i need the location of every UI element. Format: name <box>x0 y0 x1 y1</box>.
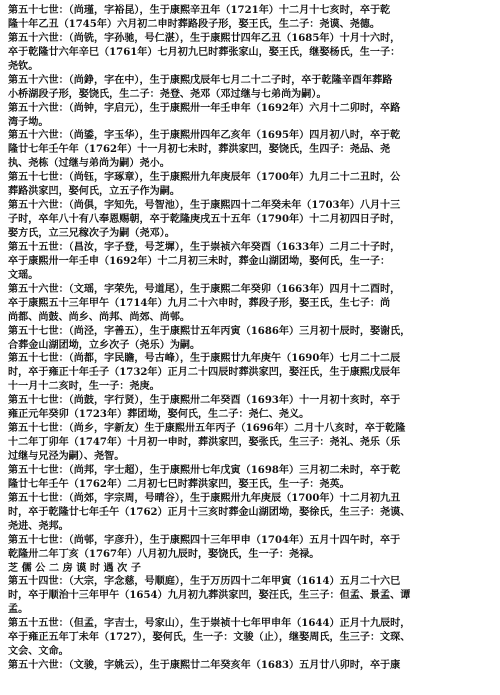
text-line: 时，卒于乾隆廿七年壬午（1762）正月十三亥时葬金山湖团坳，娶徐氏，生三子：尧谟、 <box>8 506 411 518</box>
text-line: 第五十六世：（尚铣，字孙驰，号仁湛），生于康熙廿四年乙丑（1685年）十月十六时， <box>8 32 401 44</box>
text-line: 第五十六世：（尚鋈，字玉华），生于康熙卅四年乙亥年（1695年）四月初八时，卒于乾 <box>8 130 401 142</box>
text-line: 第五十七世：（尚郊，字宗周，号晴谷），生于康熙卅九年庚辰（1700年）十二月初九丑 <box>8 492 401 504</box>
text-line: 尧钦。 <box>8 60 39 72</box>
text-line: 卒于乾隆廿六年辛巳（1761年）七月初九巳时葬张家山，娶王氏，继娶杨氏，生一子： <box>8 46 401 58</box>
text-line: 子时，卒年八十有八奉恩赐朝，卒于乾隆庚戌五十五年（1790年）十二月初四日子时， <box>8 214 401 226</box>
text-line: 第五十四世：（大宗，字念慈，号顺庭），生于万历四十二年甲寅（1614）五月二十六巳 <box>8 576 401 588</box>
text-line: 十二年丁卯年（1747年）十月初一申时，葬洪家凹，娶张氏，生三子：尧礼、尧乐（乐 <box>8 437 401 449</box>
text-line: 葬路洪家凹，娶何氏，立五子作为嗣。 <box>8 186 180 198</box>
text-line: 第五十六世：（尚钟，字启元），生于康熙卅一年壬申年（1692年）六月十二卯时，卒路 <box>8 102 401 114</box>
text-line: 尚都、尚鼓、尚乡、尚邦、尚郊、尚邨。 <box>8 311 191 323</box>
text-line: 第五十七世：（尚鼓，字行贤），生于康熙卅二年癸酉（1693年）十一月初十亥时，卒于 <box>8 395 401 407</box>
text-line: 卒于雍正五年丁未年（1727），娶何氏，生一子：文骏（止），继娶周氏，生三子：文琛、 <box>8 632 411 644</box>
text-line: 执、尧栋（过继与弟尚为嗣）尧小。 <box>8 158 170 170</box>
text-line: 乾隆卅二年丁亥（1767年）八月初九辰时，娶饶氏，生一子：尧禄。 <box>8 548 320 560</box>
text-line: 第五十六世：（尚俱，字知先，号智池），生于康熙四十二年癸未年（1703年）八月十三 <box>8 200 401 212</box>
text-line: 合葬金山湖团坳，立乡次子（尧乐）为嗣。 <box>8 339 201 351</box>
text-line: 第五十七世：（尚乡，字新友）生于康熙卅五年丙子（1696年）二月十八亥时，卒于乾隆 <box>8 423 406 435</box>
text-line: 十一月十二亥时，生一子：尧庚。 <box>8 381 160 393</box>
text-line: 雍正元年癸卯（1723年）葬团坳，娶何氏，生二子：尧仁、尧义。 <box>8 409 310 421</box>
text-line: 小桥湖段子形，娶饶氏，生二子：尧登、尧邓（邓过继与七弟尚为嗣）。 <box>8 88 327 100</box>
text-line: 第五十七世：（尚瑾，字裕昆），生于康熙辛丑年（1721年）十二月十七亥时，卒于乾 <box>8 5 391 16</box>
text-line: 卒于康熙卅一年壬申（1692年）十二月初三未时，葬金山湖团坳，娶何氏，生一子： <box>8 255 391 267</box>
text-line: 第五十七世：（尚邦，字士超），生于康熙卅七年戊寅（1698年）三月初二未时，卒于乾 <box>8 464 401 476</box>
text-line: 第五十七世：（尚泾，字善五），生于康熙廿五年丙寅（1686年）三月初十辰时，娶谢氏， <box>8 325 411 337</box>
text-line: 卒于康熙五十三年甲午（1714年）九月二十六申时，葬段子形，娶王氏，生七子：尚 <box>8 297 391 309</box>
text-line: 文会、文命。 <box>8 646 69 658</box>
text-line: 第五十五世：（昌汝，字子登，号芝墀），生于崇祯六年癸酉（1633年）二月二十子时， <box>8 241 401 253</box>
text-line: 时，卒于顺治十三年甲午（1654）九月初九葬洪家凹，娶汪氏，生三子：但孟、景孟、谭 <box>8 590 411 602</box>
text-line: 第五十六世：（文瑶，字荣先，号道尾），生于康熙二年癸卯（1663年）四月十二酉时， <box>8 283 401 295</box>
text-line: 孟。 <box>8 604 29 616</box>
text-line: 第五十七世：（尚钰，字琢章），生于康熙卅九年庚辰年（1700年）九月二十二丑时，公 <box>8 172 401 184</box>
text-line: 隆廿七年壬午年（1762年）十一月初七未时，葬洪家凹，娶饶氏，生四子：尧品、尧 <box>8 144 391 156</box>
text-line: 第五十七世：（尚都，字民瞻，号古峰），生于康熙廿九年庚午（1690年）七月二十二辰 <box>8 353 401 365</box>
text-line: 第五十七世：（尚邨，字彦升），生于康熙四十三年甲申（1704年）五月十四午时，卒于 <box>8 534 401 546</box>
text-line: 隆十年乙丑（1745年）六月初二申时葬路段子形，娶王氏，生二子：尧谟、尧德。 <box>8 18 381 30</box>
text-line: 湾子坳。 <box>8 116 49 128</box>
text-line: 文瑶。 <box>8 269 39 281</box>
text-line: 娶方氏，立三兄稼次子为嗣（尧邓）。 <box>8 228 175 239</box>
text-line: 隆廿七年壬午（1762年）二月初七巳时葬洪家凹，娶王氏，生一子：尧英。 <box>8 478 350 490</box>
text-line: 尧进、尧邦。 <box>8 520 69 532</box>
text-line: 第五十六世：（文骏，字姚云），生于康熙廿二年癸亥年（1683）五月廿八卯时，卒于康 <box>8 660 401 672</box>
text-line: 时，卒于雍正十年壬子（1732年）正月二十四辰时葬洪家凹，娶汪氏，生于康熙戊辰年 <box>8 367 401 379</box>
text-line: 第五十六世：（尚錚，字在中），生于康熙戊辰年七月二十二子时，卒于乾隆辛酉年葬路 <box>8 74 393 86</box>
text-line: 第五十五世：（但孟，字吉士，号家山），生于崇祯十七年甲申年（1644）正月十九辰时， <box>8 618 411 630</box>
text-line: 过继与兄泾为嗣）、尧智。 <box>8 451 125 462</box>
section-heading: 芝 儒 公 二 房 谟 时 遇 次 子 <box>8 562 141 574</box>
